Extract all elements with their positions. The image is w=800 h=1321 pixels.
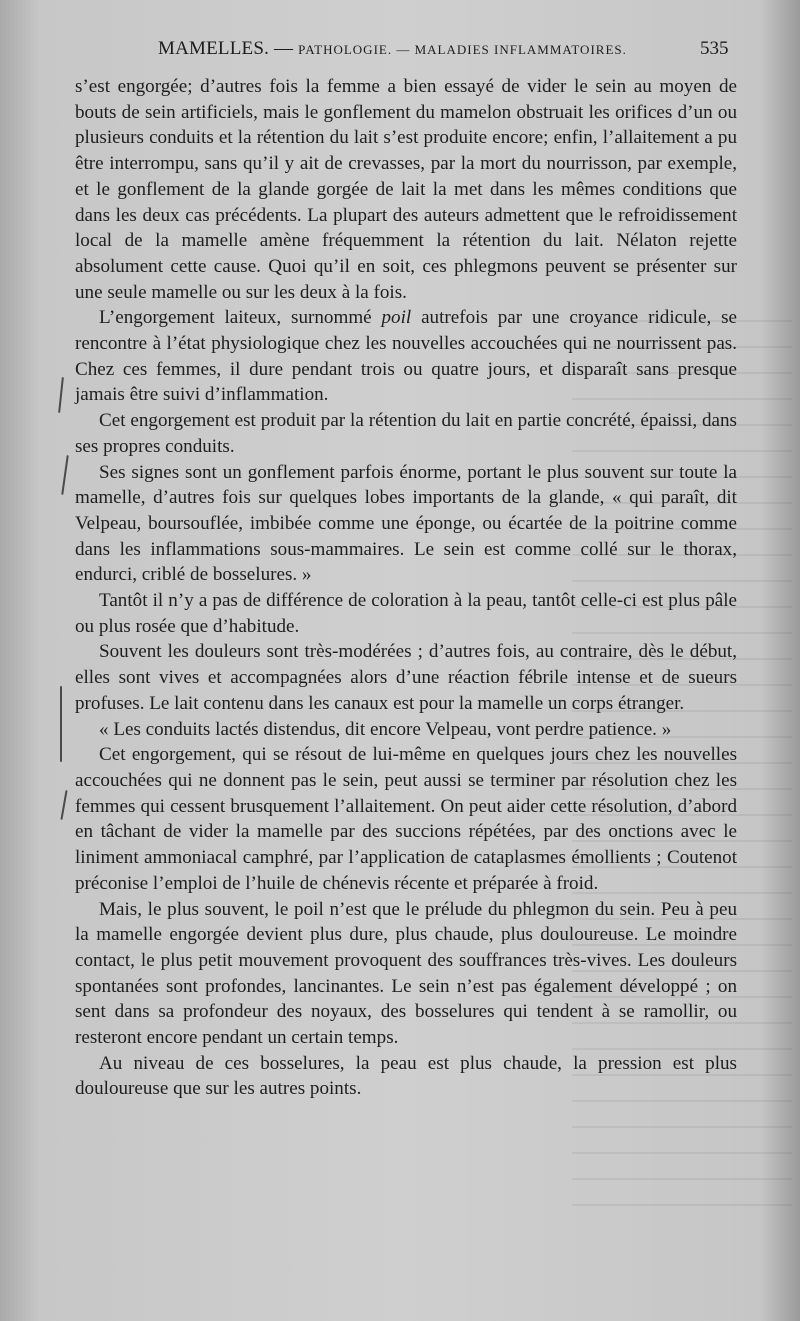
paragraph: Tantôt il n’y a pas de différence de coloration à la peau, tantôt celle-ci est plus pâle ou plus rosée que d’habitude. xyxy=(75,590,737,637)
paragraph: Souvent les douleurs sont très-modérées ; d’autres fois, au contraire, dès le début, elles sont vives et accompagnées alors d’une réaction fébrile intense et de sueurs profuses. Le lait contenu dans les canaux est pour la mamelle un corps étranger. xyxy=(75,641,737,714)
page-number: 535 xyxy=(700,38,729,59)
paragraph: Cet engorgement, qui se résout de lui-même en quelques jours chez les nouvelles accouchées qui ne donnent pas le sein, peut aussi se terminer par résolution chez les femmes qui cessent brusquement l’allaitement. On peut aider cette résolution, d’abord en tâchant de vider la mamelle par des succions répétées, par des onctions avec le liniment ammoniacal camphré, par l’application de cataplasmes émollients ; Coutenot préconise l’emploi de l’huile de chénevis récente et préparée à froid. xyxy=(75,744,737,894)
body-text xyxy=(75,74,737,1102)
paragraph-text: L’engorgement laiteux, surnommé xyxy=(99,307,382,329)
paragraph-text: autrefois par une croyance ridicule, se rencontre à l’état physiologique chez les nouvelles accouchées qui ne nourrissent pas. Chez ces femmes, il dure pendant trois ou quatre jours, et disparaît sans presque jamais être suivi d’inflammation. xyxy=(75,307,737,406)
paragraph: Ses signes sont un gonflement parfois énorme, portant le plus souvent sur toute la mamelle, d’autres fois sur quelques lobes importants de la glande, « qui paraît, dit Velpeau, boursouflée, imbibée comme une éponge, ou écartée de la poitrine comme dans les inflammations sous-mammaires. Le sein est comme collé sur le thorax, endurci, criblé de bosselures. » xyxy=(75,461,737,586)
paragraph: Au niveau de ces bosselures, la peau est plus chaude, la pression est plus douloureuse que sur les autres points. xyxy=(75,1052,737,1100)
paragraph xyxy=(75,305,737,408)
paragraph: Cet engorgement est produit par la rétention du lait en partie concrété, épaissi, dans ses propres conduits. xyxy=(75,410,737,457)
margin-mark xyxy=(58,377,64,413)
margin-mark xyxy=(60,790,67,820)
margin-mark xyxy=(60,686,62,762)
emphasis-term: poil xyxy=(381,307,412,329)
header-title xyxy=(158,38,627,60)
paragraph: Mais, le plus souvent, le poil n’est que le prélude du phlegmon du sein. Peu à peu la mamelle engorgée devient plus dure, plus chaude, plus douloureuse. Le moindre contact, le plus petit mouvement provoquent des souffrances très-vives. Les douleurs spontanées sont profondes, lancinantes. Le sein n’est pas également développé ; on sent dans sa profondeur des noyaux, des bosselures qui tendent à se ramollir, ou resteront encore pendant un certain temps. xyxy=(75,898,737,1049)
running-header xyxy=(0,38,800,68)
paragraph: s’est engorgée; d’autres fois la femme a bien essayé de vider le sein au moyen de bouts de sein artificiels, mais le gonflement du mamelon obstruait les orifices d’un ou plusieurs conduits et la rétention du lait s’est produite encore; enfin, l’allaitement a pu être interrompu, sans qu’il y ait de crevasses, par la mort du nourrisson, par exemple, et le gonflement de la glande gorgée de lait la met dans les mêmes conditions que dans les deux cas précédents. La plupart des auteurs admettent que le refroidissement local de la mamelle amène fréquemment la rétention du lait. Nélaton rejette absolument cette cause. Quoi qu’il en soit, ces phlegmons peuvent se présenter sur une seule mamelle ou sur les deux à la fois. xyxy=(75,76,737,303)
header-title-section: PATHOLOGIE. — MALADIES INFLAMMATOIRES. xyxy=(298,42,627,57)
margin-mark xyxy=(61,455,69,495)
paragraph: « Les conduits lactés distendus, dit encore Velpeau, vont perdre patience. » xyxy=(99,718,672,740)
header-title-main: MAMELLES. — xyxy=(158,38,294,59)
